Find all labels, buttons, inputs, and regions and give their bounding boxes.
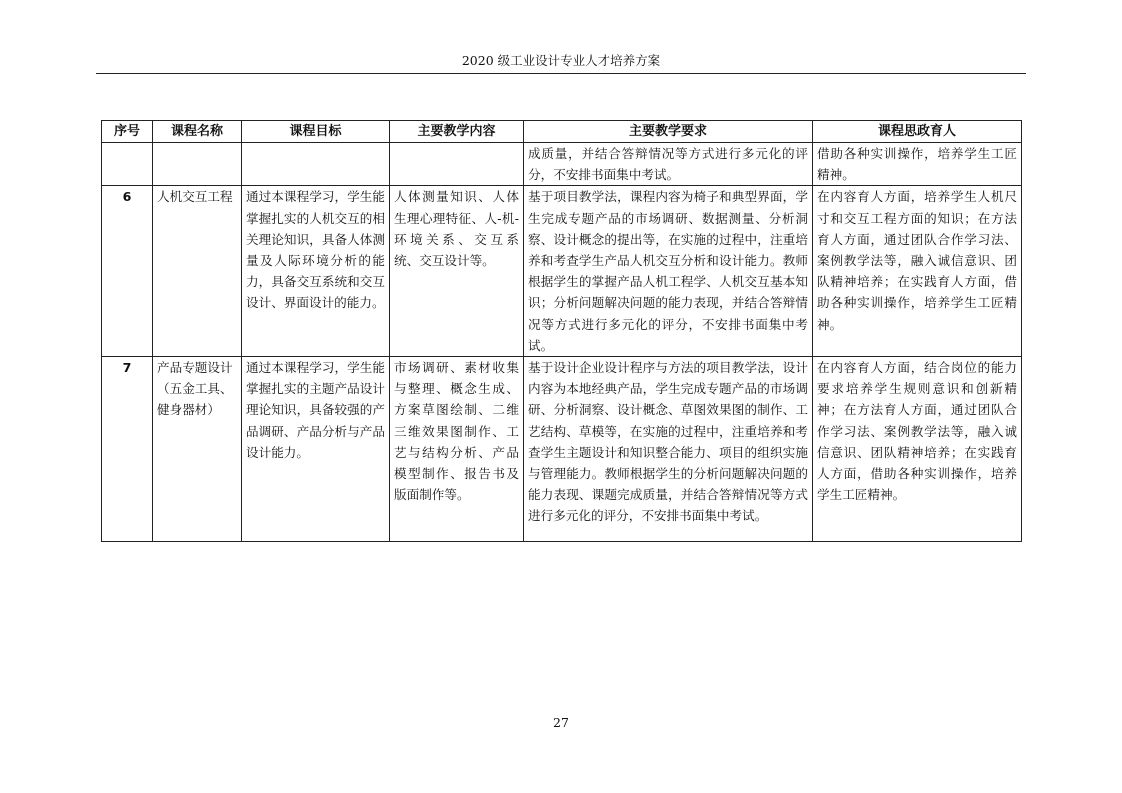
column-header-teaching-content: 主要教学内容	[390, 121, 524, 143]
page-header-title: 2020 级工业设计专业人才培养方案	[461, 53, 661, 68]
cell-teaching-content	[390, 143, 524, 186]
cell-ideology-education: 借助各种实训操作，培养学生工匠精神。	[813, 143, 1022, 186]
cell-teaching-requirement: 基于项目教学法，课程内容为椅子和典型界面，学生完成专题产品的市场调研、数据测量、分析洞察、设计概念的提出等，在实施的过程中，注重培养和考查学生产品人机交互分析和设计能力。教师根据学生的掌握产品人机工程学、人机交互基本知识；分析问题解决问题的能力表现，并结合答辩情况等方式进行多元化的评分，不安排书面集中考试。	[524, 186, 813, 357]
cell-course-name: 产品专题设计（五金工具、健身器材）	[153, 357, 242, 542]
table-row	[102, 186, 1022, 357]
page-number: 27	[553, 715, 569, 730]
cell-course-goal	[242, 143, 390, 186]
cell-course-name	[153, 143, 242, 186]
cell-ideology-education: 在内容育人方面，结合岗位的能力要求培养学生规则意识和创新精神；在方法育人方面，通过团队合作学习法、案例教学法等，融入诚信意识、团队精神培养；在实践育人方面，借助各种实训操作，培养学生工匠精神。	[813, 357, 1022, 542]
course-table	[101, 120, 1022, 542]
column-header-ideology-education: 课程思政育人	[813, 121, 1022, 143]
cell-teaching-content: 市场调研、素材收集与整理、概念生成、方案草图绘制、二维三维效果图制作、工艺与结构分析、产品模型制作、报告书及版面制作等。	[390, 357, 524, 542]
column-header-course-name: 课程名称	[153, 121, 242, 143]
table-row	[102, 357, 1022, 542]
cell-ideology-education: 在内容育人方面，培养学生人机尺寸和交互工程方面的知识；在方法育人方面，通过团队合作学习法、案例教学法等，融入诚信意识、团队精神培养；在实践育人方面，借助各种实训操作，培养学生工匠精神。	[813, 186, 1022, 357]
column-header-teaching-requirement: 主要教学要求	[524, 121, 813, 143]
table-header-row	[102, 121, 1022, 143]
column-header-course-goal: 课程目标	[242, 121, 390, 143]
cell-teaching-requirement: 基于设计企业设计程序与方法的项目教学法，设计内容为本地经典产品，学生完成专题产品的市场调研、分析洞察、设计概念、草图效果图的制作、工艺结构、草模等，在实施的过程中，注重培养和考查学生主题设计和知识整合能力、项目的组织实施与管理能力。教师根据学生的分析问题解决问题的能力表现、课题完成质量，并结合答辩情况等方式进行多元化的评分，不安排书面集中考试。	[524, 357, 813, 542]
cell-course-goal: 通过本课程学习，学生能掌握扎实的主题产品设计理论知识，具备较强的产品调研、产品分析与产品设计能力。	[242, 357, 390, 542]
header-rule	[96, 73, 1026, 74]
table-row	[102, 143, 1022, 186]
cell-course-name: 人机交互工程	[153, 186, 242, 357]
cell-no: 6	[102, 186, 153, 357]
cell-course-goal: 通过本课程学习，学生能掌握扎实的人机交互的相关理论知识，具备人体测量及人际环境分析的能力，具备交互系统和交互设计、界面设计的能力。	[242, 186, 390, 357]
column-header-no: 序号	[102, 121, 153, 143]
cell-teaching-content: 人体测量知识、人体生理心理特征、人-机-环境关系、交互系统、交互设计等。	[390, 186, 524, 357]
cell-no: 7	[102, 357, 153, 542]
cell-teaching-requirement: 成质量，并结合答辩情况等方式进行多元化的评分，不安排书面集中考试。	[524, 143, 813, 186]
cell-no	[102, 143, 153, 186]
